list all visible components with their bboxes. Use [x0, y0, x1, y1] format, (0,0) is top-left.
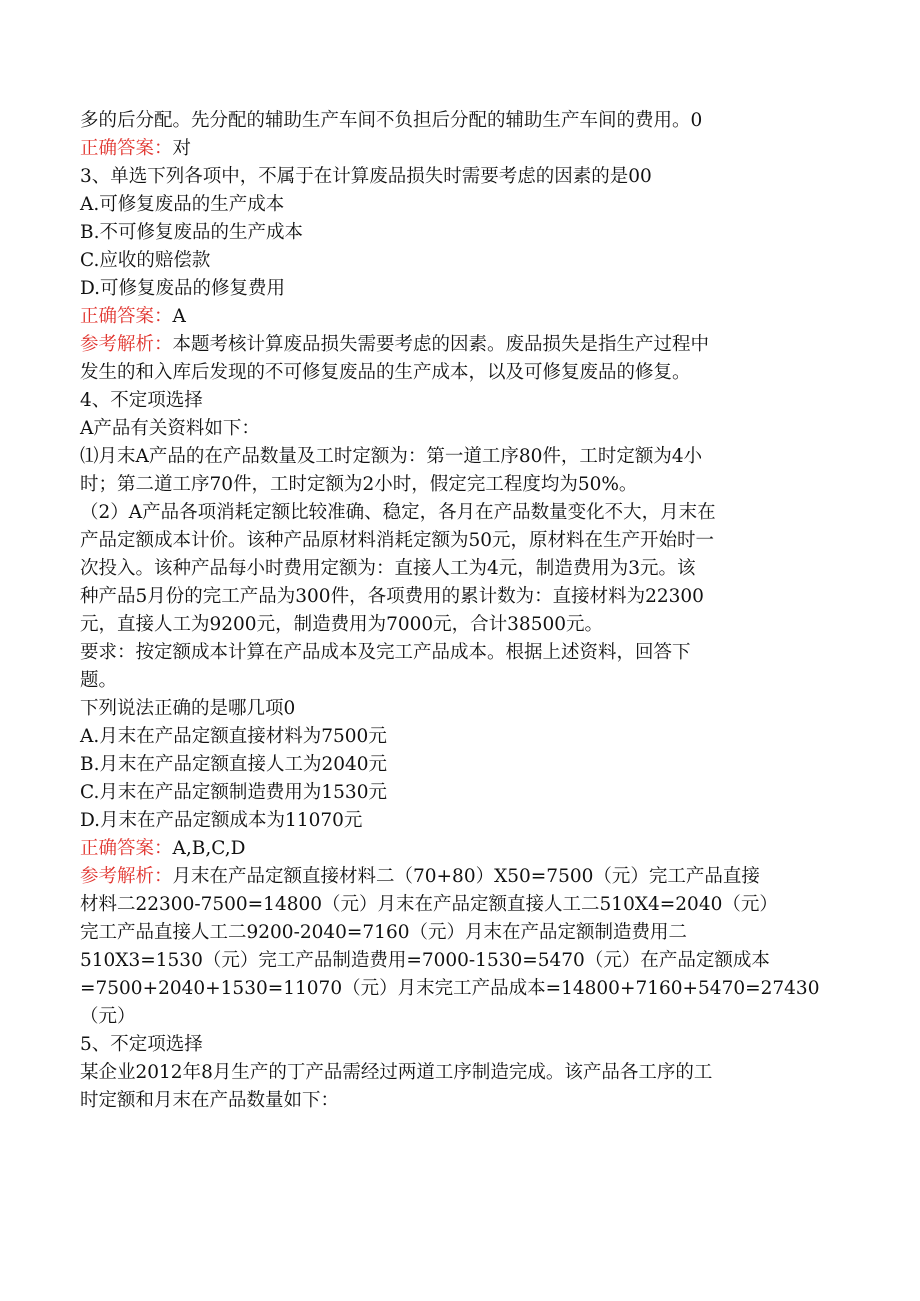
- line-text: 完工产品直接人工二9200-2040=7160（元）月末在产品定额制造费用二: [80, 922, 687, 943]
- text-line: [80, 1003, 840, 1031]
- line-text: 时定额和月末在产品数量如下：: [80, 1090, 340, 1111]
- text-line: [80, 331, 840, 359]
- text-line: [80, 219, 840, 247]
- text-line: [80, 779, 840, 807]
- document-page: [80, 107, 840, 1115]
- text-line: [80, 583, 840, 611]
- text-line: [80, 1031, 840, 1059]
- line-text: A产品有关资料如下：: [80, 418, 260, 439]
- text-line: [80, 191, 840, 219]
- text-line: [80, 359, 840, 387]
- line-text: 题。: [80, 670, 118, 691]
- text-line: [80, 247, 840, 275]
- line-text: 4、不定项选择: [80, 390, 203, 411]
- text-line: [80, 555, 840, 583]
- text-line: [80, 695, 840, 723]
- text-line: [80, 471, 840, 499]
- line-text: A,B,C,D: [172, 838, 246, 859]
- line-text: 3、单选下列各项中，不属于在计算废品损失时需要考虑的因素的是00: [80, 166, 652, 187]
- answer-label: 正确答案：: [80, 138, 173, 159]
- text-line: [80, 527, 840, 555]
- line-text: 多的后分配。先分配的辅助生产车间不负担后分配的辅助生产车间的费用。0: [80, 110, 703, 131]
- text-line: [80, 639, 840, 667]
- text-line: [80, 275, 840, 303]
- answer-label: 正确答案：: [80, 306, 173, 327]
- line-text: 某企业2012年8月生产的丁产品需经过两道工序制造完成。该产品各工序的工: [80, 1062, 713, 1083]
- text-line: [80, 1059, 840, 1087]
- answer-label: 参考解析：: [80, 866, 173, 887]
- line-text: 次投入。该种产品每小时费用定额为：直接人工为4元，制造费用为3元。该: [80, 558, 696, 579]
- text-line: [80, 443, 840, 471]
- line-text: 时；第二道工序70件，工时定额为2小时，假定完工程度均为50%。: [80, 474, 638, 495]
- text-line: [80, 387, 840, 415]
- answer-label: 参考解析：: [80, 334, 173, 355]
- line-text: （元）: [80, 1006, 136, 1027]
- text-line: [80, 751, 840, 779]
- line-text: ⑴月末A产品的在产品数量及工时定额为：第一道工序80件，工时定额为4小: [80, 446, 703, 467]
- line-text: B.不可修复废品的生产成本: [80, 222, 303, 243]
- text-line: [80, 303, 840, 331]
- text-line: [80, 919, 840, 947]
- text-line: [80, 835, 840, 863]
- line-text: 产品定额成本计价。该种产品原材料消耗定额为50元，原材料在生产开始时一: [80, 530, 715, 551]
- line-text: C.应收的赔偿款: [80, 250, 211, 271]
- text-line: [80, 1087, 840, 1115]
- line-text: 材料二22300-7500=14800（元）月末在产品定额直接人工二510X4=2040（元）: [80, 894, 778, 915]
- text-line: [80, 975, 840, 1003]
- text-line: [80, 947, 840, 975]
- line-text: A: [172, 306, 186, 327]
- line-text: B.月末在产品定额直接人工为2040元: [80, 754, 388, 775]
- text-line: [80, 611, 840, 639]
- text-line: [80, 163, 840, 191]
- answer-label: 正确答案：: [80, 838, 173, 859]
- line-text: =7500+2040+1530=11070（元）月末完工产品成本=14800+7160+5470=27430: [80, 978, 820, 999]
- text-line: [80, 891, 840, 919]
- text-line: [80, 807, 840, 835]
- line-text: C.月末在产品定额制造费用为1530元: [80, 782, 387, 803]
- line-text: 元，直接人工为9200元，制造费用为7000元，合计38500元。: [80, 614, 604, 635]
- text-line: [80, 135, 840, 163]
- text-line: [80, 415, 840, 443]
- line-text: 要求：按定额成本计算在产品成本及完工产品成本。根据上述资料，回答下: [80, 642, 691, 663]
- line-text: 种产品5月份的完工产品为300件，各项费用的累计数为：直接材料为22300: [80, 586, 704, 607]
- line-text: 发生的和入库后发现的不可修复废品的生产成本，以及可修复废品的修复。: [80, 362, 691, 383]
- text-line: [80, 667, 840, 695]
- line-text: D.月末在产品定额成本为11070元: [80, 810, 363, 831]
- line-text: 5、不定项选择: [80, 1034, 203, 1055]
- line-text: 本题考核计算废品损失需要考虑的因素。废品损失是指生产过程中: [172, 334, 710, 355]
- line-text: A.可修复废品的生产成本: [80, 194, 285, 215]
- line-text: 下列说法正确的是哪几项0: [80, 698, 296, 719]
- text-line: [80, 499, 840, 527]
- text-line: [80, 723, 840, 751]
- text-line: [80, 107, 840, 135]
- line-text: 对: [172, 138, 192, 159]
- line-text: A.月末在产品定额直接材料为7500元: [80, 726, 387, 747]
- text-line: [80, 863, 840, 891]
- line-text: （2）A产品各项消耗定额比较准确、稳定，各月在产品数量变化不大，月末在: [80, 502, 716, 523]
- line-text: 510X3=1530（元）完工产品制造费用=7000-1530=5470（元）在产品定额成本: [80, 950, 770, 971]
- line-text: 月末在产品定额直接材料二（70+80）X50=7500（元）完工产品直接: [172, 866, 760, 887]
- line-text: D.可修复废品的修复费用: [80, 278, 286, 299]
